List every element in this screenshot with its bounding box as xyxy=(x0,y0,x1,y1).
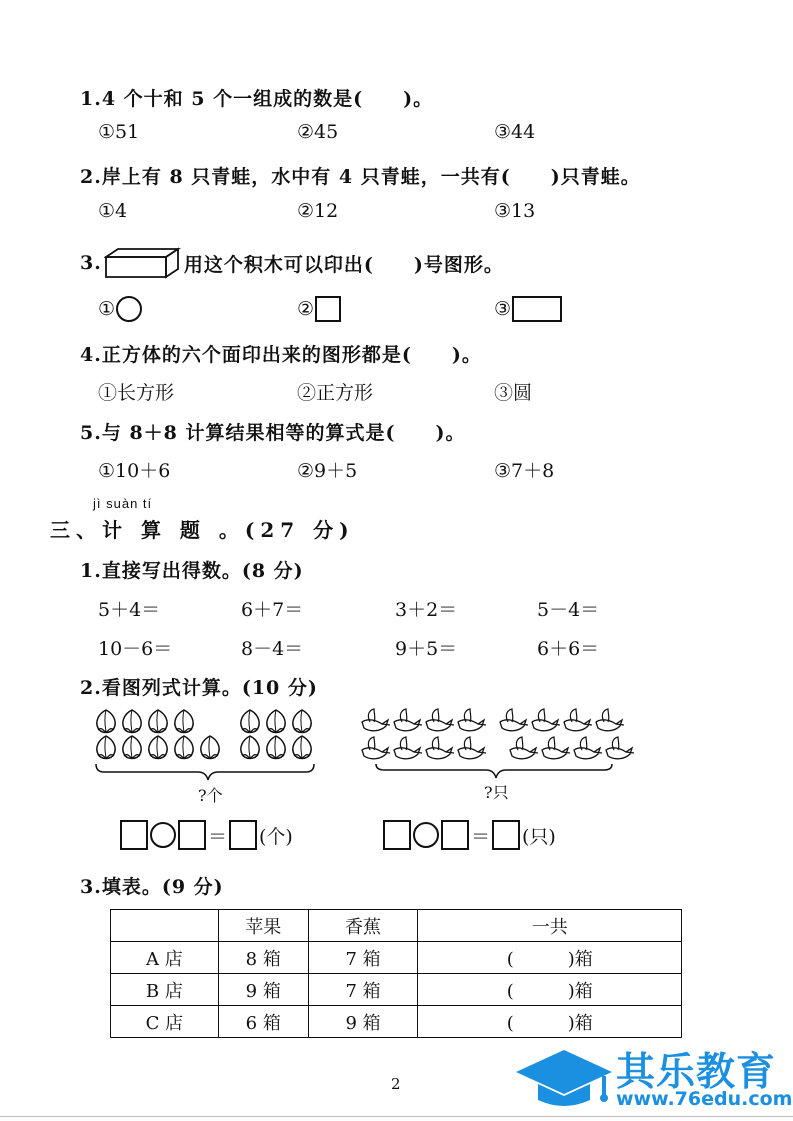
q1-option-2: ②45 xyxy=(297,121,339,143)
brace-icon xyxy=(376,764,612,778)
table-header-row xyxy=(111,910,682,942)
q2-option-3: ③13 xyxy=(494,200,536,222)
question-number: 3. xyxy=(80,252,102,274)
page-number: 2 xyxy=(391,1075,401,1093)
calc-q3-title: 3.填表。(9 分) xyxy=(80,876,224,898)
apple-cell: 9 箱 xyxy=(218,974,308,1006)
bird-question-label: ?只 xyxy=(484,783,509,802)
calc-expr: 3＋2＝ xyxy=(395,599,458,621)
question-number: 1. xyxy=(80,88,102,110)
table-row xyxy=(111,942,682,974)
footer-divider xyxy=(0,1116,793,1117)
apple-cell: 8 箱 xyxy=(218,942,308,974)
fill-table xyxy=(110,909,682,1038)
question-1 xyxy=(80,84,433,111)
birds-picture xyxy=(358,706,643,786)
q3-option-2 xyxy=(297,296,341,322)
peach-equation xyxy=(120,820,293,850)
q3-option-3 xyxy=(494,296,562,322)
q5-option-1: ①10＋6 xyxy=(98,460,171,482)
question-number: 2. xyxy=(80,166,102,188)
question-5 xyxy=(80,418,466,445)
peach-question-label: ?个 xyxy=(198,786,223,805)
calc-expr: 5＋4＝ xyxy=(98,599,161,621)
total-cell[interactable]: ( )箱 xyxy=(418,942,682,974)
question-text: 正方体的六个面印出来的图形都是( )。 xyxy=(101,344,482,366)
answer-box[interactable] xyxy=(229,820,257,850)
q1-option-1: ①51 xyxy=(98,121,140,143)
unit-label: (个) xyxy=(259,825,293,848)
equals-sign: ＝ xyxy=(208,825,228,848)
total-cell[interactable]: ( )箱 xyxy=(418,974,682,1006)
peach-group-right xyxy=(241,710,311,759)
peach-group-left xyxy=(97,710,219,759)
table-row xyxy=(111,1006,682,1038)
q3-option-1 xyxy=(98,296,142,322)
store-cell: A 店 xyxy=(111,942,219,974)
q5-option-3: ③7＋8 xyxy=(494,460,555,482)
question-text: 岸上有 8 只青蛙，水中有 4 只青蛙，一共有( )只青蛙。 xyxy=(101,166,641,188)
store-cell: C 店 xyxy=(111,1006,219,1038)
equals-sign: ＝ xyxy=(471,825,491,848)
q4-option-1: ①长方形 xyxy=(98,382,175,404)
q4-option-2: ②正方形 xyxy=(297,382,374,404)
bird-group-left xyxy=(362,709,486,759)
cuboid-block-icon xyxy=(104,247,182,279)
q2-option-1: ①4 xyxy=(98,200,128,222)
operator-circle[interactable] xyxy=(150,822,176,848)
question-2 xyxy=(80,162,641,189)
calc-q1-title: 1.直接写出得数。(8 分) xyxy=(80,560,304,582)
apple-cell: 6 箱 xyxy=(218,1006,308,1038)
calc-expr: 9＋5＝ xyxy=(395,638,458,660)
watermark-url: www.76edu.com xyxy=(616,1088,793,1110)
bird-equation xyxy=(383,820,556,850)
calc-q2-title: 2.看图列式计算。(10 分) xyxy=(80,677,318,699)
circle-shape-icon xyxy=(116,296,142,322)
option-label: ③ xyxy=(494,298,512,320)
unit-label: (只) xyxy=(522,825,556,848)
watermark-brand-name: 其乐教育 xyxy=(616,1050,777,1095)
bird-group-right xyxy=(500,709,634,759)
banana-cell: 7 箱 xyxy=(308,974,418,1006)
table-header: 苹果 xyxy=(218,910,308,942)
answer-box[interactable] xyxy=(178,820,206,850)
section-pinyin: jì suàn tí xyxy=(93,496,153,511)
store-cell: B 店 xyxy=(111,974,219,1006)
answer-box[interactable] xyxy=(383,820,411,850)
square-shape-icon xyxy=(315,296,341,322)
answer-box[interactable] xyxy=(120,820,148,850)
peaches-picture xyxy=(92,706,324,786)
rectangle-shape-icon xyxy=(512,296,562,322)
calc-expr: 5－4＝ xyxy=(537,599,600,621)
calc-expr: 8－4＝ xyxy=(241,638,304,660)
question-text: 与 8＋8 计算结果相等的算式是( )。 xyxy=(101,422,466,444)
calc-expr: 10－6＝ xyxy=(98,638,173,660)
section-title: 三、计 算 题 。(27 分) xyxy=(50,518,355,542)
q1-option-3: ③44 xyxy=(494,121,536,143)
banana-cell: 9 箱 xyxy=(308,1006,418,1038)
q2-option-2: ②12 xyxy=(297,200,339,222)
question-3 xyxy=(80,247,504,279)
option-label: ② xyxy=(297,298,315,320)
banana-cell: 7 箱 xyxy=(308,942,418,974)
table-row xyxy=(111,974,682,1006)
table-header: 一共 xyxy=(418,910,682,942)
operator-circle[interactable] xyxy=(413,822,439,848)
question-number: 4. xyxy=(80,344,102,366)
answer-box[interactable] xyxy=(441,820,469,850)
question-number: 5. xyxy=(80,422,102,444)
answer-box[interactable] xyxy=(492,820,520,850)
table-header: 香蕉 xyxy=(308,910,418,942)
question-text: 4 个十和 5 个一组成的数是( )。 xyxy=(101,88,434,110)
q5-option-2: ②9＋5 xyxy=(297,460,358,482)
calc-expr: 6＋6＝ xyxy=(537,638,600,660)
question-text: 用这个积木可以印出( )号图形。 xyxy=(183,253,504,276)
table-header xyxy=(111,910,219,942)
graduation-cap-icon xyxy=(508,1042,620,1114)
total-cell[interactable]: ( )箱 xyxy=(418,1006,682,1038)
question-4 xyxy=(80,340,482,367)
brace-icon xyxy=(96,764,314,780)
calc-expr: 6＋7＝ xyxy=(241,599,304,621)
option-label: ① xyxy=(98,298,116,320)
q4-option-3: ③圆 xyxy=(494,382,533,404)
